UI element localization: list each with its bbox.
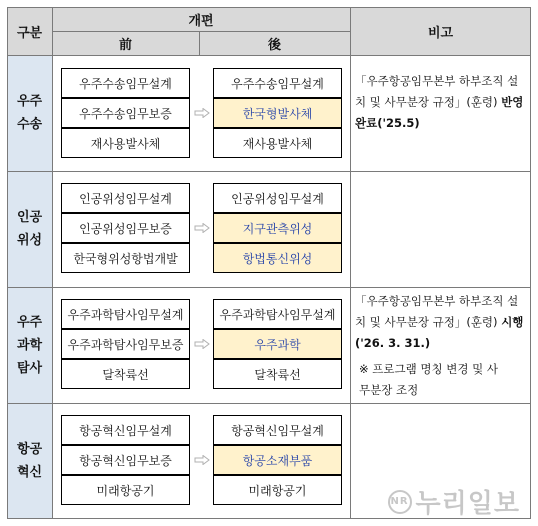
arrow-right-icon — [194, 339, 210, 349]
before-box: 한국형위성항법개발 — [61, 243, 190, 273]
header-after: 後 — [199, 31, 350, 55]
before-box: 달착륙선 — [61, 359, 190, 389]
after-box-changed: 항법통신위성 — [213, 243, 342, 273]
after-box: 우주수송임무설계 — [213, 68, 342, 98]
after-box-changed: 한국형발사체 — [213, 98, 342, 128]
after-box: 우주과학탐사임무설계 — [213, 299, 342, 329]
watermark-text: 누리일보 — [415, 489, 520, 519]
before-box: 우주수송임무설계 — [61, 68, 190, 98]
category-space-science: 우주 과학 탐사 — [7, 287, 52, 403]
header-reform: 개편 — [52, 7, 350, 31]
watermark — [388, 483, 520, 520]
after-box-changed: 항공소재부품 — [213, 445, 342, 475]
header-before: 前 — [52, 31, 199, 55]
after-box-changed: 우주과학 — [213, 329, 342, 359]
arrow-right-icon — [194, 223, 210, 233]
before-box: 우주과학탐사임무보증 — [61, 329, 190, 359]
arrow-right-icon — [194, 108, 210, 118]
after-box: 달착륙선 — [213, 359, 342, 389]
before-box: 인공위성임무보증 — [61, 213, 190, 243]
header-remark: 비고 — [350, 7, 531, 55]
before-box: 미래항공기 — [61, 475, 190, 505]
before-box: 우주과학탐사임무설계 — [61, 299, 190, 329]
category-space-transport: 우주 수송 — [7, 55, 52, 171]
before-box: 우주수송임무보증 — [61, 98, 190, 128]
after-box: 미래항공기 — [213, 475, 342, 505]
reorganization-table — [7, 7, 531, 519]
after-box: 인공위성임무설계 — [213, 183, 342, 213]
category-aviation: 항공 혁신 — [7, 403, 52, 519]
remark-footnote: ※ 프로그램 명칭 변경 및 사무분장 조정 — [359, 362, 499, 397]
after-box: 재사용발사체 — [213, 128, 342, 158]
arrow-right-icon — [194, 455, 210, 465]
after-box: 항공혁신임무설계 — [213, 415, 342, 445]
before-box: 재사용발사체 — [61, 128, 190, 158]
category-satellite: 인공 위성 — [7, 171, 52, 287]
remark-space-transport: 「우주항공임무본부 하부조직 설치 및 사무분장 규정」(훈령) 반영완료('25.5) — [355, 74, 524, 130]
remark-space-science: 「우주항공임무본부 하부조직 설치 및 사무분장 규정」(훈령) 시행('26. 3. 31.) — [355, 294, 524, 350]
watermark-logo-icon: NR — [388, 490, 412, 514]
header-category: 구분 — [7, 7, 52, 55]
before-box: 항공혁신임무보증 — [61, 445, 190, 475]
before-box: 항공혁신임무설계 — [61, 415, 190, 445]
before-box: 인공위성임무설계 — [61, 183, 190, 213]
after-box-changed: 지구관측위성 — [213, 213, 342, 243]
